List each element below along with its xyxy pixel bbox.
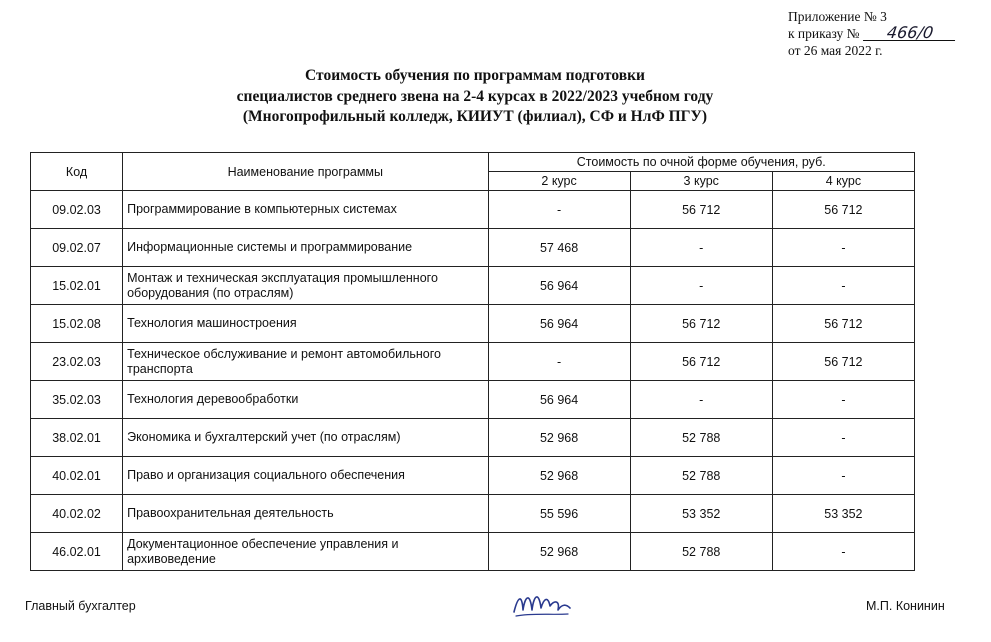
annex-title: Приложение № 3: [788, 9, 887, 24]
signature-stroke: [514, 597, 570, 612]
cell-year-3: -: [630, 381, 772, 419]
cell-year-4: -: [772, 419, 914, 457]
annex-order-line: [788, 25, 988, 42]
cell-year-2: 56 964: [488, 267, 630, 305]
cell-program-name: Программирование в компьютерных системах: [123, 191, 488, 229]
tuition-table: [30, 152, 915, 571]
cell-year-3: 52 788: [630, 457, 772, 495]
cell-program-name: Технология деревообработки: [123, 381, 488, 419]
table-row: [31, 495, 915, 533]
cell-year-3: -: [630, 229, 772, 267]
annex-date: от 26 мая 2022 г.: [788, 43, 883, 58]
table-row: [31, 419, 915, 457]
table-row: [31, 381, 915, 419]
cell-program-name: Технология машиностроения: [123, 305, 488, 343]
cell-program-name: Право и организация социального обеспечения: [123, 457, 488, 495]
cell-code: 09.02.03: [31, 191, 123, 229]
cell-year-3: 53 352: [630, 495, 772, 533]
table-row: [31, 457, 915, 495]
cell-code: 38.02.01: [31, 419, 123, 457]
cell-year-2: 56 964: [488, 305, 630, 343]
header-code: Код: [31, 153, 123, 191]
cell-year-2: -: [488, 343, 630, 381]
cell-program-name: Монтаж и техническая эксплуатация промышленного оборудования (по отраслям): [123, 267, 488, 305]
cell-code: 40.02.01: [31, 457, 123, 495]
header-program-name: Наименование программы: [123, 153, 488, 191]
title-line-3: (Многопрофильный колледж, КИИУТ (филиал), СФ и НлФ ПГУ): [242, 108, 708, 125]
document-title: [160, 66, 790, 128]
cell-year-2: 52 968: [488, 419, 630, 457]
cell-year-3: 56 712: [630, 305, 772, 343]
annex-block: [788, 8, 988, 59]
footer-position: Главный бухгалтер: [25, 599, 136, 613]
cell-program-name: Техническое обслуживание и ремонт автомобильного транспорта: [123, 343, 488, 381]
table-row: [31, 229, 915, 267]
table-row: [31, 305, 915, 343]
table-row: [31, 343, 915, 381]
cell-year-3: 56 712: [630, 191, 772, 229]
table-row: [31, 267, 915, 305]
cell-year-3: 56 712: [630, 343, 772, 381]
cell-year-2: 52 968: [488, 457, 630, 495]
cell-program-name: Информационные системы и программирование: [123, 229, 488, 267]
title-line-2: специалистов среднего звена на 2-4 курсах в 2022/2023 учебном году: [236, 87, 714, 105]
cell-year-4: 56 712: [772, 191, 914, 229]
annex-order-prefix: к приказу №: [788, 26, 860, 41]
cell-year-4: -: [772, 381, 914, 419]
cell-year-2: 56 964: [488, 381, 630, 419]
cell-year-2: 57 468: [488, 229, 630, 267]
table-row: [31, 533, 915, 571]
cell-code: 35.02.03: [31, 381, 123, 419]
header-year-4: 4 курс: [772, 172, 914, 191]
cell-year-4: -: [772, 533, 914, 571]
cell-year-4: -: [772, 267, 914, 305]
cell-year-4: -: [772, 457, 914, 495]
cell-year-4: 53 352: [772, 495, 914, 533]
cell-year-2: 52 968: [488, 533, 630, 571]
cell-code: 09.02.07: [31, 229, 123, 267]
cell-program-name: Документационное обеспечение управления и архивоведение: [123, 533, 488, 571]
signature-underline: [516, 614, 568, 616]
cell-year-4: 56 712: [772, 343, 914, 381]
cell-code: 15.02.01: [31, 267, 123, 305]
table-body: [31, 191, 915, 571]
footer-signer: М.П. Конинин: [866, 599, 945, 613]
cell-year-2: -: [488, 191, 630, 229]
cell-code: 23.02.03: [31, 343, 123, 381]
header-year-2: 2 курс: [488, 172, 630, 191]
cell-year-4: -: [772, 229, 914, 267]
cell-code: 46.02.01: [31, 533, 123, 571]
cell-program-name: Экономика и бухгалтерский учет (по отраслям): [123, 419, 488, 457]
cell-year-3: 52 788: [630, 419, 772, 457]
cell-year-2: 55 596: [488, 495, 630, 533]
cell-year-4: 56 712: [772, 305, 914, 343]
table-row: [31, 191, 915, 229]
cell-year-3: -: [630, 267, 772, 305]
header-cost-group: Стоимость по очной форме обучения, руб.: [488, 153, 915, 172]
header-year-3: 3 курс: [630, 172, 772, 191]
cell-year-3: 52 788: [630, 533, 772, 571]
cell-code: 40.02.02: [31, 495, 123, 533]
cell-code: 15.02.08: [31, 305, 123, 343]
annex-order-number: 466/0: [862, 26, 956, 41]
signature-image: [508, 588, 578, 622]
cell-program-name: Правоохранительная деятельность: [123, 495, 488, 533]
title-line-1: Стоимость обучения по программам подготовки: [305, 67, 645, 84]
